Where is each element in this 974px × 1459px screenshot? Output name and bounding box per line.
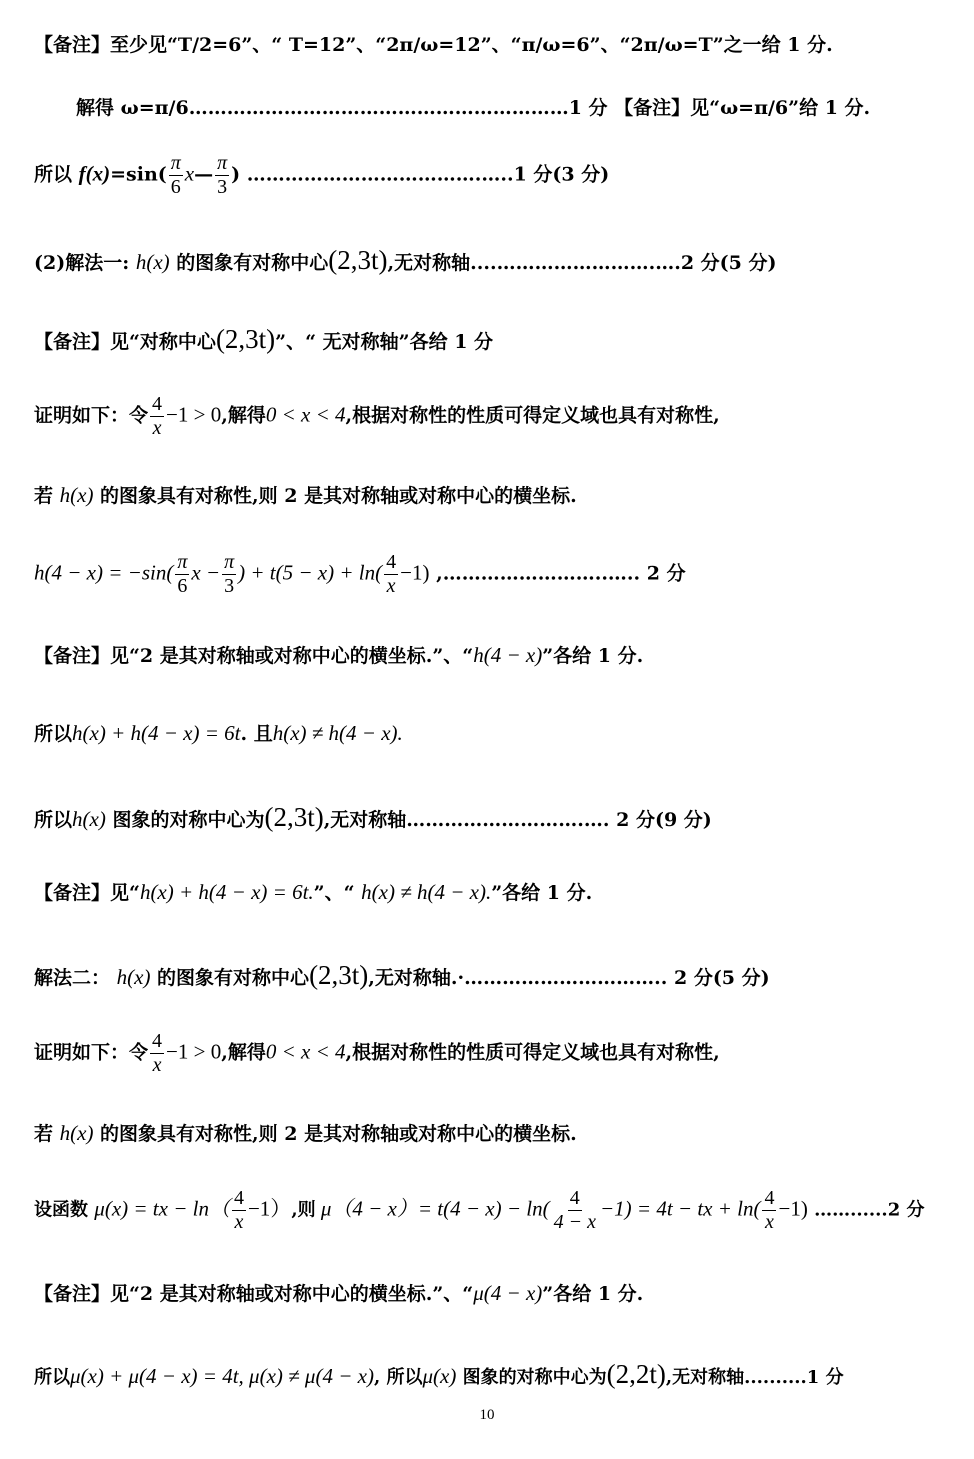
text: 所以: [34, 163, 79, 186]
denominator: 6: [170, 176, 181, 198]
denominator: x: [152, 1054, 162, 1076]
mu-definition-line: [34, 1187, 954, 1234]
text: 【备注】见“: [34, 882, 140, 904]
text: 【备注】见“2 是其对称轴或对称中心的横坐标.”、“: [34, 645, 474, 667]
conclusion-line-1: [34, 800, 954, 835]
text: 若: [34, 485, 60, 507]
page-number: 10: [479, 1407, 495, 1423]
numerator: 4: [233, 1187, 244, 1209]
text: 解法二：: [34, 967, 117, 989]
numerator: π: [170, 152, 181, 174]
remark-line-9: [34, 642, 954, 669]
text: 【备注】见“2 是其对称轴或对称中心的横坐标.”、“: [34, 1283, 474, 1305]
numerator: 4: [569, 1187, 580, 1209]
text: ,根据对称性的性质可得定义域也具有对称性,: [345, 404, 720, 427]
text: ”各给 1 分.: [491, 882, 593, 904]
fx-definition-line: [34, 152, 954, 199]
sum-line: [34, 720, 954, 747]
remark-text: 【备注】至少见“T/2=6”、“ T=12”、“2π/ω=12”、“π/ω=6”、“2π/ω=T”之一给 1 分.: [34, 34, 833, 56]
text: 的图象有对称中心: [150, 967, 310, 989]
expression: h(x) + h(4 − x) = 6t.: [139, 880, 314, 904]
text: ,解得: [221, 1041, 266, 1064]
method-two-line: [34, 958, 954, 993]
text: =sin(: [110, 163, 167, 186]
text: 证明如下：令: [34, 1041, 149, 1064]
conclusion-line-2: [34, 1357, 954, 1392]
hx-label: h(x): [116, 965, 151, 989]
text: ”各给 1 分.: [542, 1283, 644, 1305]
fraction-4-over-4-minus-x: [552, 1187, 598, 1234]
fx-label: f(x): [78, 161, 111, 186]
range: 0 < x < 4: [265, 402, 346, 427]
fraction-4-x: [762, 1187, 776, 1234]
center-point: (2,3t): [328, 245, 388, 275]
symmetry-line-2: [34, 1120, 954, 1147]
text: 所以: [34, 1367, 70, 1388]
expression: μ(4 − x): [473, 1281, 543, 1305]
denominator: x: [386, 575, 396, 597]
center-point: (2,3t): [215, 324, 276, 354]
expression: μ(x) = tx − ln（: [94, 1196, 230, 1221]
text: ,则: [291, 1199, 316, 1221]
expression: μ(x): [422, 1364, 457, 1388]
text: ,……………………..….. 2 分: [429, 562, 686, 585]
text: 所以: [34, 723, 73, 745]
h-4-minus-x-line: [34, 551, 954, 598]
fraction-pi-6: [175, 551, 189, 598]
proof-line-1: [34, 393, 954, 440]
fraction-4-x: [150, 1030, 164, 1077]
text: (2)解法一:: [34, 252, 136, 274]
text: . 且: [240, 723, 273, 745]
fraction-4-x: [384, 551, 398, 598]
expression: h(4 − x): [473, 643, 543, 667]
text: ,无对称轴.·………………………….. 2 分(5 分): [368, 967, 770, 989]
expression: −1): [400, 560, 430, 585]
fraction-pi-6: [169, 152, 183, 199]
denominator: 3: [217, 176, 228, 198]
remark-line-5: [34, 322, 954, 357]
proof-line-2: [34, 1030, 954, 1077]
expression: −1）: [247, 1196, 292, 1221]
denominator: 4 − x: [553, 1211, 596, 1233]
text: ”、“ 无对称轴”各给 1 分: [275, 331, 494, 353]
expression: −1) = 4t − tx + ln(: [599, 1196, 761, 1221]
denominator: x: [765, 1211, 774, 1233]
text: 图象的对称中心为: [456, 1367, 607, 1388]
text: ) ……………………………….…..1 分(3 分): [231, 163, 610, 186]
text: ,无对称轴……………………….…. 2 分(9 分): [323, 809, 712, 831]
text: ,无对称轴....…………………….….2 分(5 分): [387, 252, 777, 274]
text: 所以: [34, 809, 73, 831]
fraction-pi-3: [215, 152, 229, 199]
hx-label: h(x): [72, 807, 106, 831]
expression: ) + t(5 − x) + ln(: [238, 560, 383, 585]
text: 图象的对称中心为: [105, 809, 265, 831]
range: 0 < x < 4: [265, 1039, 346, 1064]
text: 的图象具有对称性,则 2 是其对称轴或对称中心的横坐标.: [93, 1123, 577, 1145]
text: ,解得: [221, 404, 266, 427]
numerator: π: [217, 152, 228, 174]
remark-line-1: [34, 33, 954, 58]
expression: −1): [778, 1196, 808, 1221]
method-one-line: [34, 243, 954, 278]
denominator: 6: [177, 575, 188, 597]
remark-line-17: [34, 1280, 954, 1307]
numerator: 4: [152, 393, 163, 415]
hx-label: h(x): [59, 483, 94, 507]
text: ,无对称轴..........1 分: [665, 1367, 844, 1388]
solve-omega-text: 解得 ω=π/6……………………………………………………1 分 【备注】见“ω=π/6”给 1 分.: [76, 97, 871, 119]
text: 【备注】见“对称中心: [34, 331, 216, 353]
text: ,根据对称性的性质可得定义域也具有对称性,: [345, 1041, 720, 1064]
text: , 所以: [373, 1367, 423, 1388]
numerator: 4: [152, 1030, 163, 1052]
fraction-4-x: [150, 393, 164, 440]
solve-omega-line: [76, 96, 954, 121]
inequality: −1 > 0: [166, 402, 222, 427]
center-point: (2,2t): [606, 1359, 666, 1389]
numerator: π: [224, 551, 235, 573]
fraction-pi-3: [222, 551, 236, 598]
denominator: x: [152, 417, 162, 439]
variable-x: x: [184, 161, 195, 186]
text: ……......2 分: [807, 1199, 925, 1221]
numerator: 4: [764, 1187, 775, 1209]
expression: μ（4 − x）= t(4 − x) − ln(: [315, 1196, 550, 1221]
expression: h(x) + h(4 − x) = 6t: [72, 721, 241, 745]
text: ”、“: [313, 882, 362, 904]
expression: h(x) ≠ h(4 − x).: [361, 880, 492, 904]
fraction-4-x: [232, 1187, 246, 1234]
denominator: x: [234, 1211, 244, 1233]
remark-line-12: [34, 879, 954, 906]
expression: x −: [191, 560, 221, 585]
text: 的图象有对称中心: [169, 252, 329, 274]
expression: h(x) ≠ h(4 − x).: [272, 721, 403, 745]
text: 证明如下：令: [34, 404, 149, 427]
expression: h(4 − x) = −sin(: [34, 560, 174, 585]
numerator: π: [177, 551, 188, 573]
text: 的图象具有对称性,则 2 是其对称轴或对称中心的横坐标.: [93, 485, 577, 507]
minus-sign: —: [194, 163, 214, 186]
center-point: (2,3t): [264, 802, 324, 832]
expression: μ(x) + μ(4 − x) = 4t, μ(x) ≠ μ(4 − x): [70, 1364, 374, 1388]
inequality: −1 > 0: [166, 1039, 222, 1064]
numerator: 4: [386, 551, 397, 573]
hx-label: h(x): [135, 250, 170, 274]
text: 设函数: [34, 1199, 95, 1221]
hx-label: h(x): [59, 1121, 94, 1145]
text: ”各给 1 分.: [542, 645, 644, 667]
center-point: (2,3t): [309, 960, 369, 990]
symmetry-line-1: [34, 482, 954, 509]
text: 若: [34, 1123, 60, 1145]
denominator: 3: [224, 575, 235, 597]
